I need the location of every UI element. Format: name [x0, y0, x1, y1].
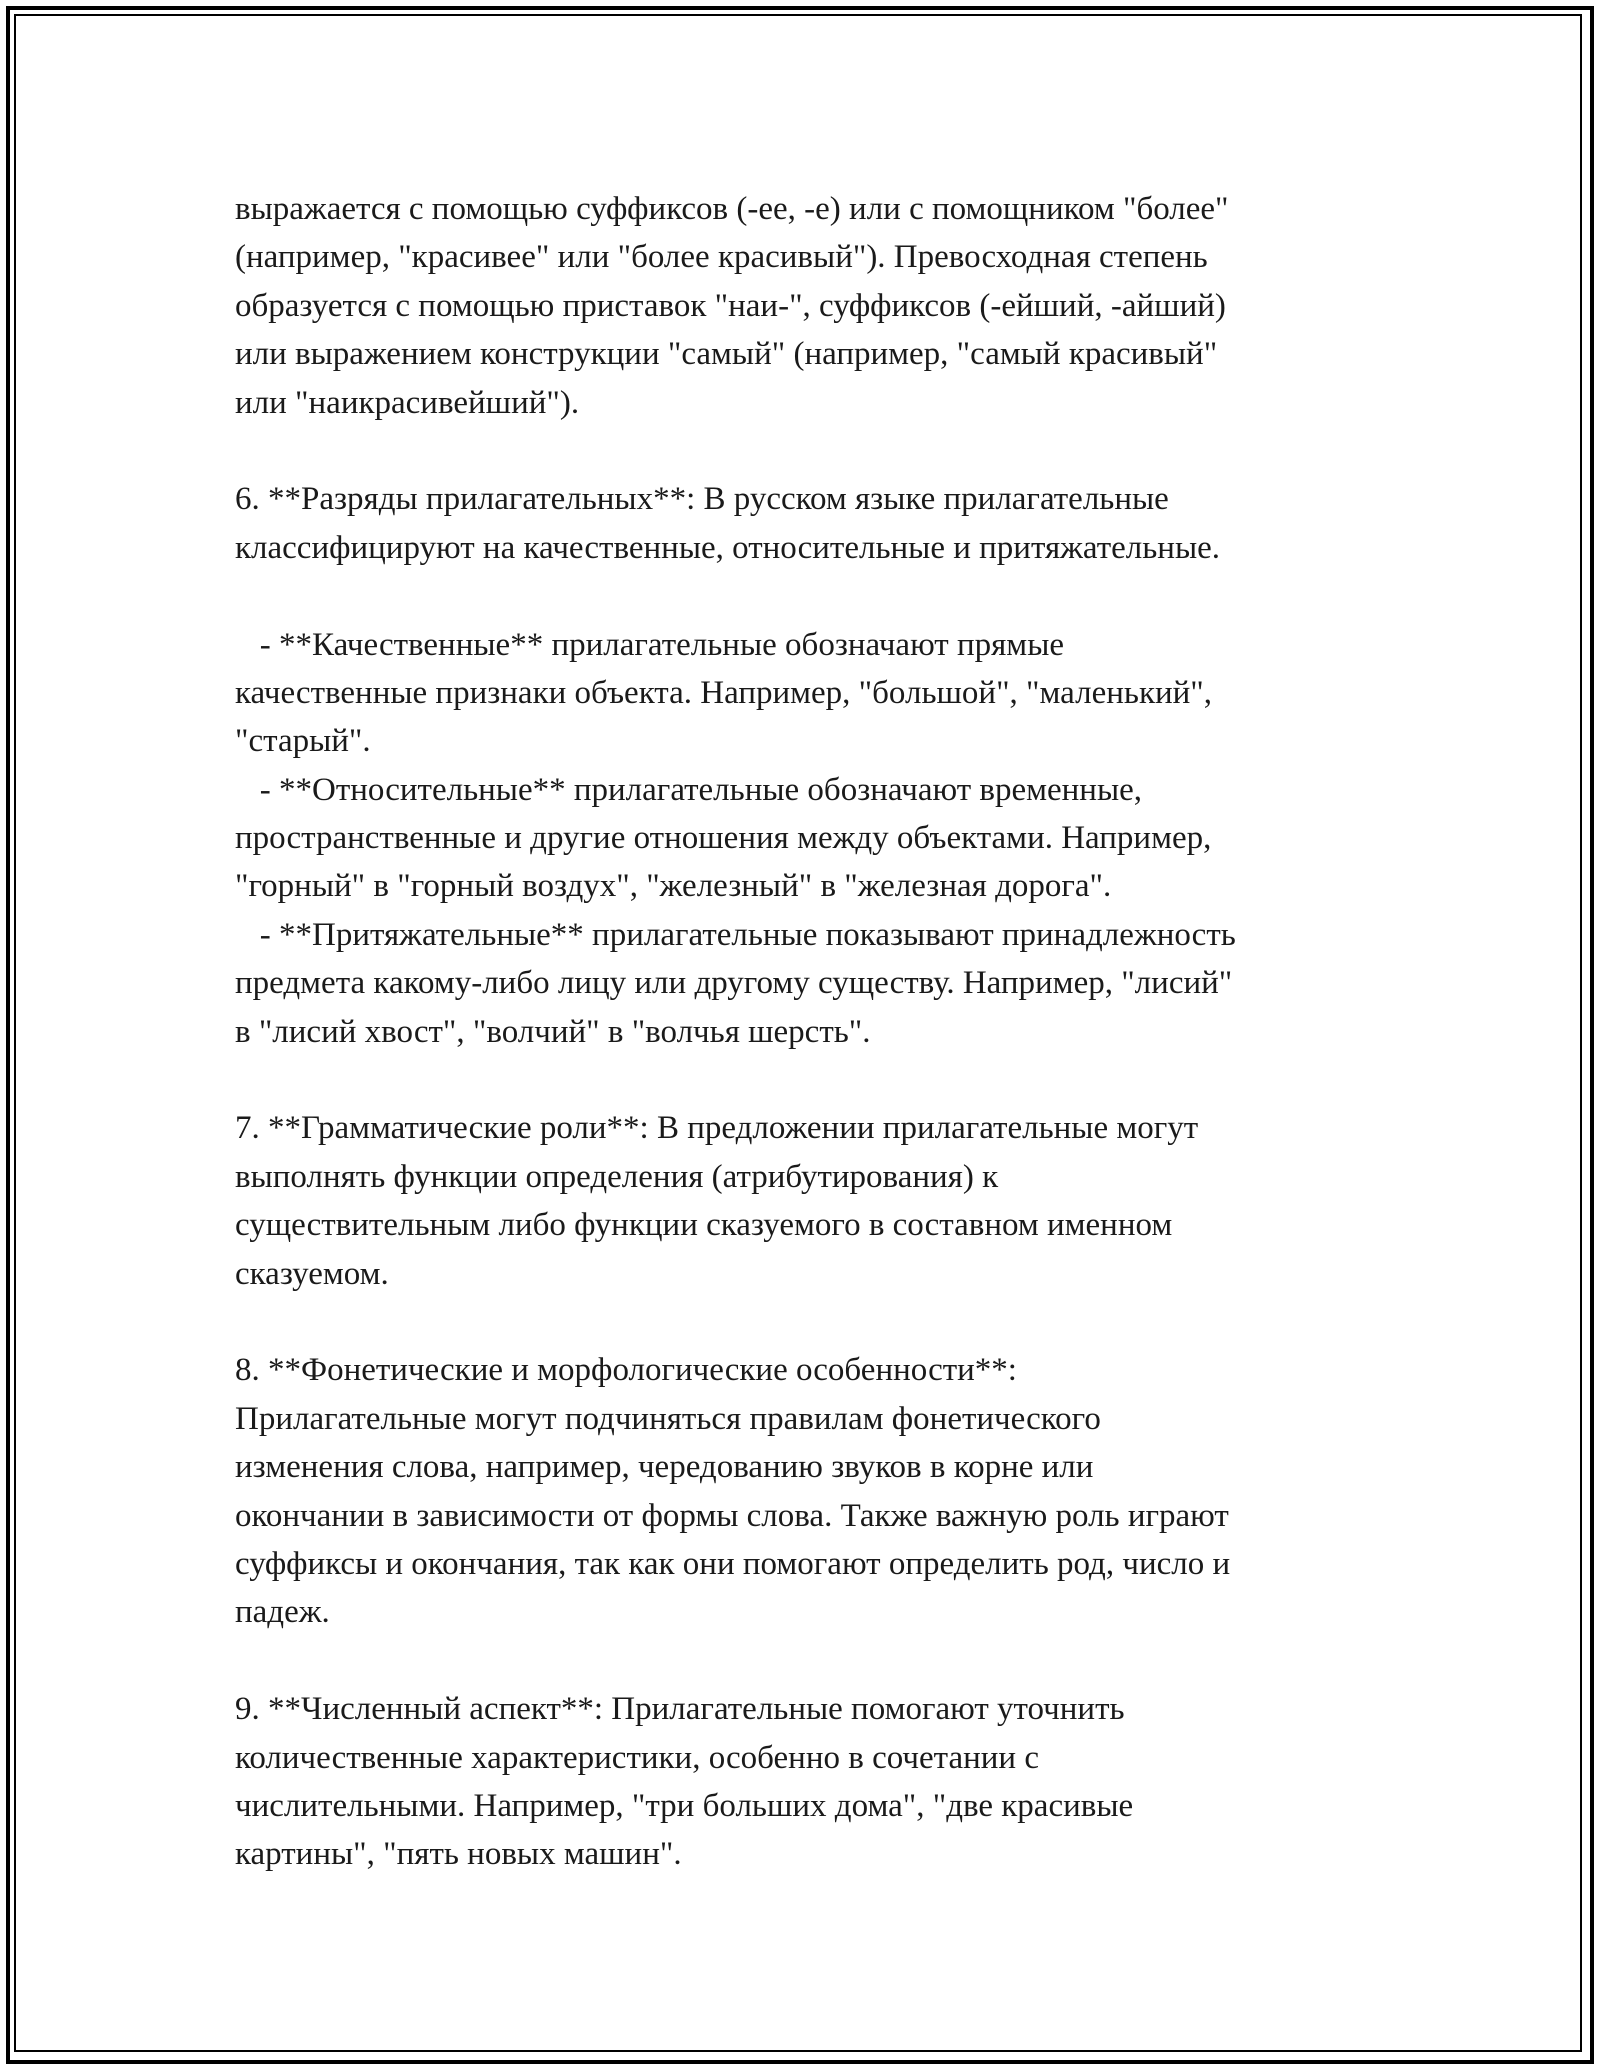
- text-line: падеж.: [235, 1594, 330, 1631]
- text-line: - **Качественные** прилагательные обозначают прямые: [235, 626, 1065, 663]
- text-line: - **Притяжательные** прилагательные показывают принадлежность: [235, 916, 1236, 953]
- text-line: (например, "красивее" или "более красивый"). Превосходная степень: [235, 239, 1208, 276]
- blank-line: [235, 427, 1385, 475]
- text-line: 7. **Грамматические роли**: В предложении прилагательные могут: [235, 1110, 1199, 1147]
- text-line: предмета какому-либо лицу или другому существу. Например, "лисий": [235, 965, 1233, 1002]
- text-line: 6. **Разряды прилагательных**: В русском языке прилагательные: [235, 481, 1169, 518]
- text-line: образуется с помощью приставок "наи-", суффиксов (-ейший, -айший): [235, 287, 1226, 324]
- text-line: Прилагательные могут подчиняться правилам фонетического: [235, 1400, 1101, 1437]
- text-line: 8. **Фонетические и морфологические особенности**:: [235, 1352, 1017, 1389]
- text-line: выполнять функции определения (атрибутирования) к: [235, 1158, 999, 1195]
- text-line: изменения слова, например, чередованию звуков в корне или: [235, 1449, 1094, 1486]
- text-line: существительным либо функции сказуемого в составном именном: [235, 1207, 1173, 1244]
- text-line: картины", "пять новых машин".: [235, 1836, 682, 1873]
- text-line: количественные характеристики, особенно в сочетании с: [235, 1739, 1039, 1776]
- blank-line: [235, 572, 1385, 620]
- blank-line: [235, 1056, 1385, 1104]
- document-body: [235, 185, 1385, 1879]
- text-line: или выражением конструкции "самый" (например, "самый красивый": [235, 336, 1218, 373]
- blank-line: [235, 1637, 1385, 1685]
- text-line: окончании в зависимости от формы слова. Также важную роль играют: [235, 1497, 1229, 1534]
- text-line: суффиксы и окончания, так как они помогают определить род, число и: [235, 1545, 1231, 1582]
- text-line: в "лисий хвост", "волчий" в "волчья шерсть".: [235, 1013, 871, 1050]
- text-line: выражается с помощью суффиксов (-ее, -е) или с помощником "более": [235, 191, 1229, 227]
- text-line: числительными. Например, "три больших дома", "две красивые: [235, 1787, 1134, 1824]
- text-line: классифицируют на качественные, относительные и притяжательные.: [235, 529, 1221, 566]
- text-line: сказуемом.: [235, 1255, 389, 1292]
- text-line: или "наикрасивейший").: [235, 384, 580, 421]
- text-line: "горный" в "горный воздух", "железный" в "железная дорога".: [235, 868, 1112, 905]
- text-line: пространственные и другие отношения между объектами. Например,: [235, 820, 1212, 857]
- text-line: качественные признаки объекта. Например, "большой", "маленький",: [235, 674, 1213, 711]
- text-line: 9. **Численный аспект**: Прилагательные помогают уточнить: [235, 1691, 1125, 1728]
- text-line: - **Относительные** прилагательные обозначают временные,: [235, 771, 1143, 808]
- blank-line: [235, 1298, 1385, 1346]
- text-line: "старый".: [235, 723, 371, 760]
